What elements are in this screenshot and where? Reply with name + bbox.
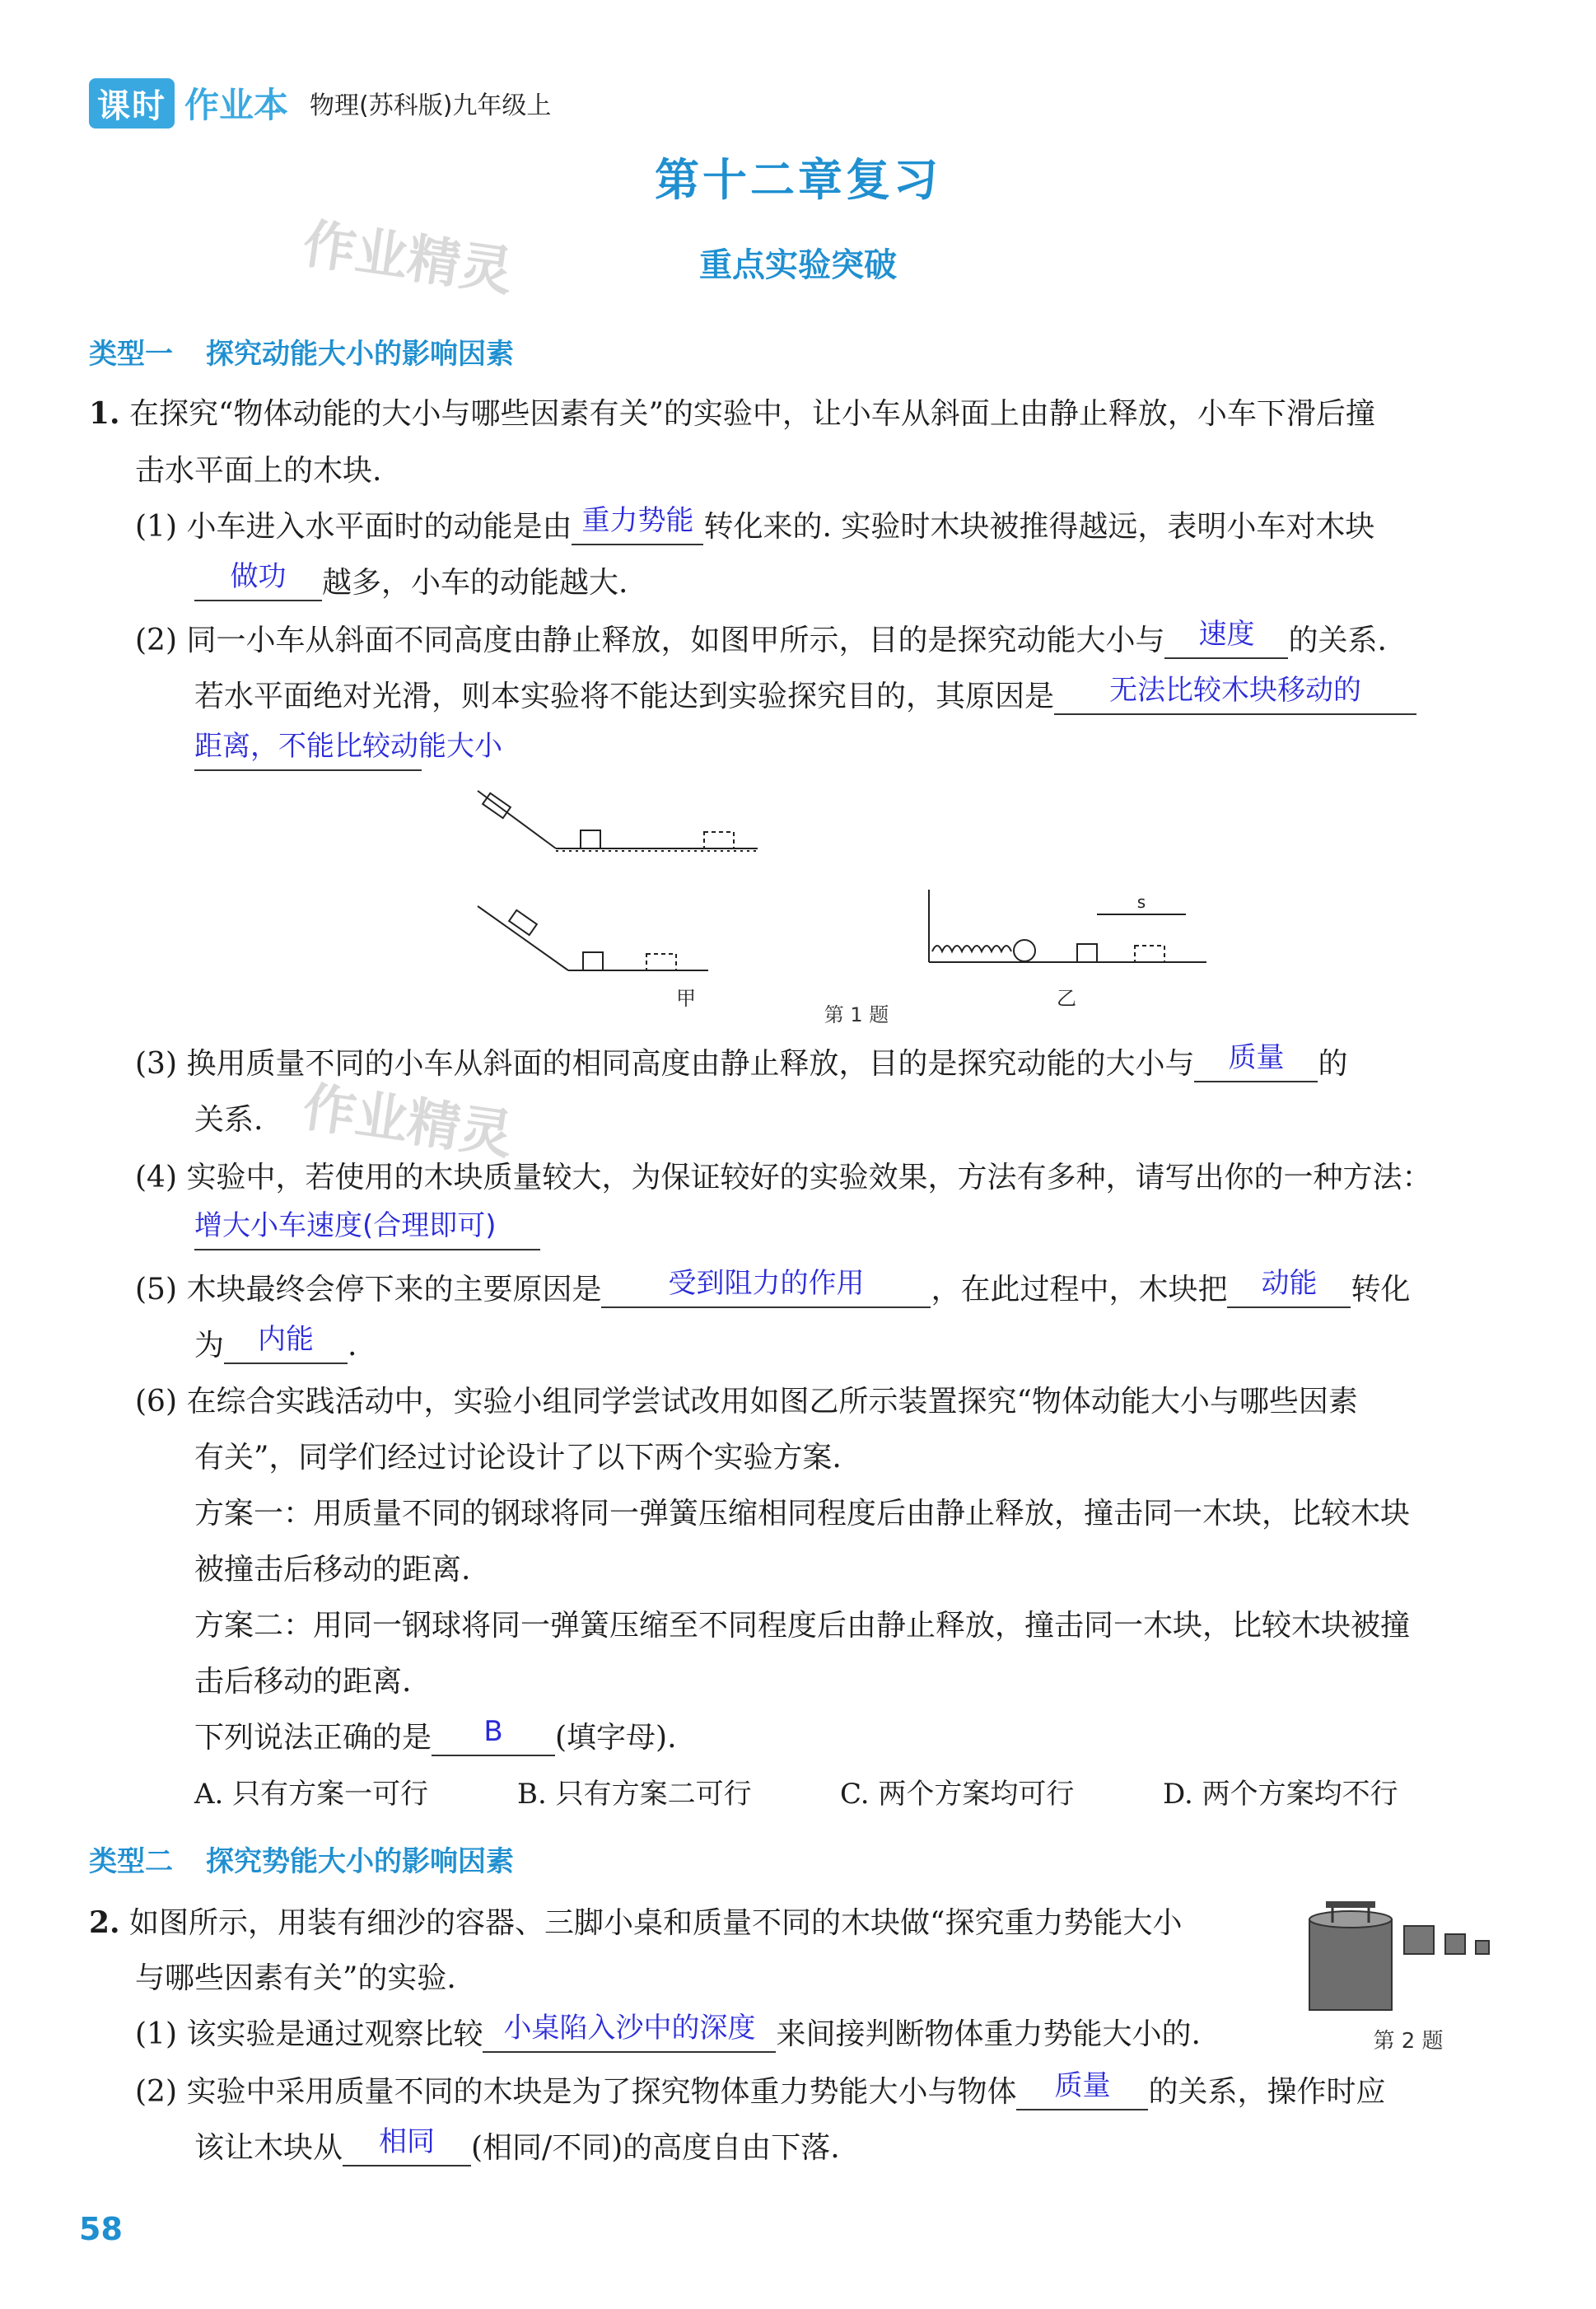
answer-blank[interactable] xyxy=(194,730,502,771)
figure-2-caption: 第 2 题 xyxy=(1373,2029,1444,2054)
block-moved-b xyxy=(1135,946,1164,962)
block-top xyxy=(581,830,600,848)
q1-part2 xyxy=(135,618,1387,659)
figure-1-caption: 第 1 题 xyxy=(824,1003,889,1026)
option-b[interactable]: B. 只有方案二可行 xyxy=(517,1778,752,1811)
stem-text: 在探究“物体动能的大小与哪些因素有关”的实验中，让小车从斜面上由静止释放，小车下滑后撞 xyxy=(129,397,1375,431)
block-large xyxy=(1404,1926,1434,1954)
answer-text: 重力势能 xyxy=(581,504,694,537)
figure-1 xyxy=(461,783,1252,1046)
block-medium xyxy=(1445,1934,1465,1954)
part-text: 越多，小车的动能越大. xyxy=(322,566,628,600)
stem-text-cont: 与哪些因素有关”的实验. xyxy=(135,1961,456,1995)
answer-blank[interactable] xyxy=(483,2012,776,2053)
part-text: 下列说法正确的是 xyxy=(194,1721,432,1755)
q1-part1 xyxy=(135,504,1375,545)
answer-blank[interactable] xyxy=(572,504,703,545)
answer-blank[interactable] xyxy=(1016,2069,1148,2110)
section-title: 探究势能大小的影响因素 xyxy=(206,1845,514,1878)
subject-label: 物理(苏科版)九年级上 xyxy=(310,91,552,120)
answer-blank[interactable] xyxy=(224,1323,348,1364)
section-title: 探究动能大小的影响因素 xyxy=(206,338,514,371)
q1-part2-line3 xyxy=(194,730,502,771)
answer-blank[interactable] xyxy=(1194,1041,1318,1082)
question-number: 1. xyxy=(89,396,120,431)
answer-blank[interactable] xyxy=(1227,1267,1351,1308)
part-text: (相同/不同)的高度自由下落. xyxy=(471,2131,840,2165)
q1-part1-cont xyxy=(194,560,628,601)
section-label: 类型一 xyxy=(89,338,173,371)
answer-text: 小桌陷入沙中的深度 xyxy=(503,2012,756,2045)
part-text: ，在此过程中，木块把 xyxy=(931,1273,1228,1306)
label-yi: 乙 xyxy=(1057,987,1076,1010)
answer-blank[interactable] xyxy=(1054,674,1416,715)
q1-part4: (4) 实验中，若使用的木块质量较大，为保证较好的实验效果，方法有多种，请写出你的一种方法： xyxy=(135,1161,1432,1194)
choice-prompt xyxy=(194,1715,677,1756)
figure-2 xyxy=(1301,1895,1515,2059)
part-text: (2) 同一小车从斜面不同高度由静止释放，如图甲所示，目的是探究动能大小与 xyxy=(135,624,1165,657)
sub-title: 重点实验突破 xyxy=(699,246,897,284)
part-text: (3) 换用质量不同的小车从斜面的相同高度由静止释放，目的是探究动能的大小与 xyxy=(135,1047,1195,1081)
answer-text: 动能 xyxy=(1261,1267,1318,1300)
option-c[interactable]: C. 两个方案均可行 xyxy=(840,1778,1075,1811)
answer-text: B xyxy=(483,1715,503,1748)
block-moved-top xyxy=(704,832,734,848)
option-a[interactable]: A. 只有方案一可行 xyxy=(194,1778,429,1811)
block-b xyxy=(1077,944,1097,962)
q1-part4-answer xyxy=(194,1209,540,1250)
answer-blank[interactable] xyxy=(1164,618,1288,659)
block-small xyxy=(1476,1941,1489,1954)
plan-2-cont: 击后移动的距离. xyxy=(194,1665,412,1699)
steel-ball xyxy=(1014,940,1035,961)
stem-text: 如图所示，用装有细沙的容器、三脚小桌和质量不同的木块做“探究重力势能大小 xyxy=(129,1906,1183,1940)
answer-blank[interactable] xyxy=(194,1209,540,1250)
part-text: 的 xyxy=(1318,1047,1348,1081)
q2-part1 xyxy=(135,2012,1201,2053)
section-heading-2 xyxy=(89,1839,514,1879)
answer-text: 质量 xyxy=(1228,1041,1285,1074)
block-bottom xyxy=(583,952,603,970)
q2-part2-cont xyxy=(194,2125,840,2166)
question-2-stem xyxy=(89,1905,1182,1942)
option-d[interactable]: D. 两个方案均不行 xyxy=(1163,1778,1398,1811)
question-number: 2. xyxy=(89,1905,120,1940)
answer-blank[interactable] xyxy=(432,1715,555,1756)
answer-blank[interactable] xyxy=(601,1267,931,1308)
plan-1-cont: 被撞击后移动的距离. xyxy=(194,1553,471,1587)
answer-blank[interactable] xyxy=(194,560,322,601)
spring xyxy=(932,946,1011,951)
book-name: 作业本 xyxy=(184,85,289,125)
part-text: 若水平面绝对光滑，则本实验将不能达到实验探究目的，其原因是 xyxy=(194,680,1055,713)
answer-text: 速度 xyxy=(1198,618,1255,651)
part-text: (5) 木块最终会停下来的主要原因是 xyxy=(135,1273,602,1306)
section-label: 类型二 xyxy=(89,1845,173,1878)
book-header xyxy=(89,79,551,127)
answer-text: 做功 xyxy=(230,560,287,593)
q1-part3-cont: 关系. xyxy=(194,1103,264,1137)
stem-text-cont: 击水平面上的木块. xyxy=(135,454,382,488)
ramp-top xyxy=(478,791,556,848)
answer-text: 增大小车速度(合理即可) xyxy=(194,1209,497,1242)
part-text: (1) 该实验是通过观察比较 xyxy=(135,2017,483,2051)
q1-part5 xyxy=(135,1267,1411,1308)
ramp-bottom xyxy=(478,906,568,970)
part-text: 的关系，操作时应 xyxy=(1148,2075,1386,2109)
answer-text: 内能 xyxy=(258,1323,315,1356)
part-text: 该让木块从 xyxy=(194,2131,343,2165)
page-number: 58 xyxy=(79,2211,123,2247)
small-table xyxy=(1326,1901,1375,1908)
answer-text: 相同 xyxy=(379,2125,436,2158)
part-text: (2) 实验中采用质量不同的木块是为了探究物体重力势能大小与物体 xyxy=(135,2075,1017,2109)
chapter-title: 第十二章复习 xyxy=(655,153,941,206)
part-text: (填字母). xyxy=(555,1721,677,1755)
answer-text: 无法比较木块移动的 xyxy=(1109,674,1362,707)
plan-1: 方案一：用质量不同的钢球将同一弹簧压缩相同程度后由静止释放，撞击同一木块，比较木块 xyxy=(194,1497,1411,1531)
q1-part5-cont xyxy=(194,1323,357,1364)
options-row xyxy=(194,1776,1398,1812)
question-1-stem xyxy=(89,395,1375,432)
part-text: 的关系. xyxy=(1288,624,1387,657)
sand-container xyxy=(1309,1919,1392,2010)
part-text: 来间接判断物体重力势能大小的. xyxy=(776,2017,1201,2051)
block-moved-bottom xyxy=(646,954,676,970)
watermark: 作业精灵 xyxy=(299,213,517,304)
part-text: 为 xyxy=(194,1329,225,1362)
q1-part6: (6) 在综合实践活动中，实验小组同学尝试改用如图乙所示装置探究“物体动能大小与哪些因素 xyxy=(135,1385,1358,1419)
part-text: . xyxy=(348,1329,357,1362)
plan-2: 方案二：用同一钢球将同一弹簧压缩至不同程度后由静止释放，撞击同一木块，比较木块被撞 xyxy=(194,1609,1411,1643)
label-jia: 甲 xyxy=(676,987,696,1010)
answer-text: 受到阻力的作用 xyxy=(668,1267,865,1300)
part-text: 转化 xyxy=(1351,1273,1411,1306)
watermark: 作业精灵 xyxy=(299,1077,517,1167)
section-heading-1 xyxy=(89,331,514,372)
brand-logo: 课时 xyxy=(89,78,175,129)
part-text: (1) 小车进入水平面时的动能是由 xyxy=(135,510,572,544)
q2-part2 xyxy=(135,2069,1386,2110)
answer-blank[interactable] xyxy=(343,2125,471,2166)
answer-text: 距离，不能比较动能大小 xyxy=(194,730,502,763)
part-text: 转化来的. 实验时木块被推得越远，表明小车对木块 xyxy=(703,510,1375,544)
q1-part6-line2: 有关”，同学们经过讨论设计了以下两个实验方案. xyxy=(194,1441,842,1475)
q1-part2-line2 xyxy=(194,674,1416,715)
answer-text: 质量 xyxy=(1054,2069,1111,2102)
label-s: s xyxy=(1136,892,1146,912)
